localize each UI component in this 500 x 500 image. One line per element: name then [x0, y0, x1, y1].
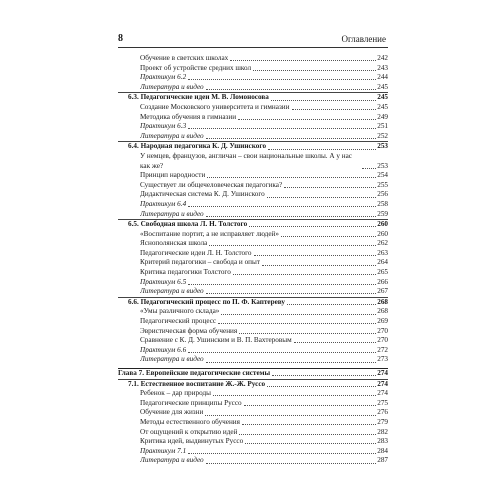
toc-entry [118, 418, 388, 428]
toc-entry-page: 245 [377, 102, 388, 111]
dot-leader [267, 197, 377, 198]
toc-entry-page: 287 [377, 456, 388, 465]
toc-entry [118, 171, 388, 181]
toc-entry-page: 260 [377, 229, 388, 238]
toc-entry [118, 54, 388, 64]
toc-entry [118, 447, 388, 457]
dot-leader [272, 375, 376, 376]
toc-entry-page: 263 [377, 248, 388, 257]
toc-entry-page: 253 [377, 142, 388, 151]
dot-leader [239, 434, 376, 435]
toc-entry [118, 268, 388, 278]
toc-entry-title: 7.1. Естественное воспитание Ж.-Ж. Руссо [128, 379, 266, 388]
toc-entry-title: Дидактическая система К. Д. Ушинского [140, 190, 265, 199]
dot-leader [206, 89, 377, 90]
page-number: 8 [118, 33, 123, 44]
toc-entry [118, 210, 388, 220]
toc-entry-title: Ребенок – дар природы [140, 389, 211, 398]
toc-entry-page: 258 [377, 199, 388, 208]
toc-entry-page: 266 [377, 277, 388, 286]
toc-entry-page: 279 [377, 417, 388, 426]
toc-entry-title: Критика идей, выдвинутых Руссо [140, 437, 244, 446]
dot-leader [221, 314, 376, 315]
toc-entry-page: 282 [377, 427, 388, 436]
dot-leader [205, 415, 376, 416]
toc-entry-page: 270 [377, 336, 388, 345]
toc-entry-page: 267 [377, 287, 388, 296]
toc-entry-title: Эвристическая форма обучения [140, 326, 238, 335]
dot-leader [244, 405, 377, 406]
toc-entry-title: От ощущений к открытию идей [140, 427, 238, 436]
toc-entry-title: Методика обучения в гимназии [140, 112, 237, 121]
toc-entry [118, 278, 388, 288]
toc-entry-page: 251 [377, 122, 388, 131]
dot-leader [284, 187, 376, 188]
dot-leader [238, 119, 376, 120]
dot-leader [206, 216, 377, 217]
toc-entry-page: 270 [377, 326, 388, 335]
toc-entry-title: Литература и видео [140, 287, 204, 296]
dot-leader [206, 293, 377, 294]
dot-leader [206, 362, 377, 363]
toc-entry-page: 274 [377, 369, 388, 377]
toc-entry [118, 336, 388, 346]
toc-entry-title: Литература и видео [140, 355, 204, 364]
toc-entry [118, 230, 388, 240]
toc-entry [118, 103, 388, 113]
toc-entry-title: Критерий педагогики – свобода и опыт [140, 258, 260, 267]
toc-entry-page: 256 [377, 190, 388, 199]
toc-entry-page: 284 [377, 446, 388, 455]
toc-entry-page: 265 [377, 268, 388, 277]
toc-entry-page: 242 [377, 54, 388, 62]
toc-entry-page: 275 [377, 398, 388, 407]
dot-leader [188, 206, 376, 207]
dot-leader [213, 395, 376, 396]
toc-entry-title: Литература и видео [140, 456, 204, 465]
toc-entry-title: Критика педагогики Толстого [140, 268, 231, 277]
toc-entry-title: Литература и видео [140, 82, 204, 91]
toc-entry [118, 287, 388, 297]
toc-entry [118, 327, 388, 337]
toc-entry-page: 253 [377, 161, 388, 170]
dot-leader [268, 149, 376, 150]
toc-entry-page: 252 [377, 131, 388, 140]
toc-entry-title: Педагогический процесс [140, 317, 217, 326]
toc-entry-title: У немцев, французов, англичан – свои национальные школы. А у нас как же? [140, 151, 352, 170]
toc-entry-title: Практикум 6.4 [140, 199, 187, 208]
toc-entry-title: Практикум 6.6 [140, 345, 187, 354]
dot-leader [287, 304, 376, 305]
dot-leader [362, 168, 376, 169]
toc-entry-page: 259 [377, 209, 388, 218]
toc-entry-title: 6.5. Свободная школа Л. Н. Толстого [128, 220, 248, 229]
dot-leader [267, 386, 376, 387]
toc-entry [118, 307, 388, 317]
toc-entry [118, 456, 388, 466]
toc-entry-title: Практикум 7.1 [140, 446, 187, 455]
dot-leader [281, 236, 376, 237]
dot-leader [188, 453, 376, 454]
toc-entry-page: 269 [377, 317, 388, 326]
toc-entry [118, 428, 388, 438]
toc-entry [118, 181, 388, 191]
dot-leader [239, 333, 376, 334]
toc-entry-page: 273 [377, 355, 388, 364]
toc-entry-page: 249 [377, 112, 388, 121]
toc-entry-page: 274 [377, 379, 388, 388]
dot-leader [209, 245, 376, 246]
running-title: Оглавление [341, 34, 386, 44]
toc-entry-title: Литература и видео [140, 209, 204, 218]
toc-entry-page: 244 [377, 73, 388, 82]
toc-entry-title: Проект об устройстве средних школ [140, 63, 252, 72]
toc-entry-title: Практикум 6.2 [140, 73, 187, 82]
toc-entry-title: Глава 7. Европейские педагогические системы [118, 369, 271, 377]
toc-entry-title: Обучение в светских школах [140, 54, 229, 62]
toc-entry [118, 83, 388, 93]
toc-entry-title: Методы естественного обучения [140, 417, 240, 426]
toc-entry-title: 6.4. Народная педагогика К. Д. Ушинского [128, 142, 267, 151]
toc-entry-title: Создание Московского университета и гимназии [140, 102, 290, 111]
toc-entry [118, 132, 388, 142]
dot-leader [242, 424, 376, 425]
dot-leader [292, 109, 377, 110]
toc-entry-title: Яснополянская школа [140, 239, 208, 248]
toc-entry-page: 245 [377, 82, 388, 91]
toc-entry [118, 399, 388, 409]
toc-entry [118, 219, 388, 230]
toc-entry [118, 368, 388, 379]
toc-entry-title: Обучение для жизни [140, 408, 204, 417]
dot-leader [207, 177, 376, 178]
toc-entry [118, 73, 388, 83]
toc-entry [118, 346, 388, 356]
dot-leader [271, 100, 376, 101]
dot-leader [245, 443, 376, 444]
dot-leader [233, 274, 376, 275]
dot-leader [188, 352, 376, 353]
toc-entry-page: 264 [377, 258, 388, 267]
toc-entry [118, 408, 388, 418]
dot-leader [253, 70, 376, 71]
toc-entry-page: 245 [377, 93, 388, 102]
toc-entry-title: Сравнение с К. Д. Ушинским и В. П. Вахтеровым [140, 336, 292, 345]
toc-entry-title: Литература и видео [140, 131, 204, 140]
dot-leader [206, 138, 377, 139]
toc-entry-title: Практикум 6.3 [140, 122, 187, 131]
dot-leader [188, 128, 376, 129]
page-header [118, 33, 388, 48]
toc-entry-title: Принцип народности [140, 171, 206, 180]
toc-entry [118, 141, 388, 152]
toc-entry-page: 243 [377, 63, 388, 72]
toc-entry-page: 268 [377, 297, 388, 306]
toc-entry-title: Педагогические принципы Руссо [140, 398, 242, 407]
toc-entry-page: 268 [377, 307, 388, 316]
table-of-contents [118, 54, 388, 466]
toc-entry [118, 379, 388, 390]
toc-entry-title: 6.6. Педагогический процесс по П. Ф. Каптереву [128, 297, 286, 306]
toc-entry [118, 239, 388, 249]
toc-entry [118, 258, 388, 268]
toc-entry [118, 437, 388, 447]
toc-entry [118, 355, 388, 365]
dot-leader [188, 79, 376, 80]
toc-entry [118, 92, 388, 103]
dot-leader [294, 342, 377, 343]
dot-leader [206, 463, 377, 464]
dot-leader [254, 255, 377, 256]
toc-entry-page: 276 [377, 408, 388, 417]
toc-entry [118, 389, 388, 399]
toc-entry-page: 254 [377, 171, 388, 180]
toc-entry-page: 262 [377, 239, 388, 248]
toc-entry-title: Практикум 6.5 [140, 277, 187, 286]
toc-entry-title: 6.3. Педагогические идеи М. В. Ломоносова [128, 93, 269, 102]
dot-leader [249, 226, 376, 227]
toc-entry-page: 274 [377, 389, 388, 398]
dot-leader [218, 323, 376, 324]
toc-entry [118, 317, 388, 327]
toc-entry-title: «Воспитание портит, а не исправляет людей» [140, 229, 279, 238]
toc-entry-page: 255 [377, 180, 388, 189]
toc-entry [118, 249, 388, 259]
toc-entry [118, 200, 388, 210]
toc-entry [118, 64, 388, 74]
toc-entry [118, 122, 388, 132]
toc-entry-page: 272 [377, 345, 388, 354]
toc-entry [118, 190, 388, 200]
toc-entry [118, 152, 388, 171]
toc-entry [118, 297, 388, 308]
toc-entry-title: Существует ли общечеловеческая педагогика? [140, 180, 283, 189]
dot-leader [262, 265, 376, 266]
toc-entry-title: Педагогические идеи Л. Н. Толстого [140, 248, 252, 257]
dot-leader [230, 60, 376, 61]
toc-entry-page: 283 [377, 437, 388, 446]
toc-entry-page: 260 [377, 220, 388, 229]
toc-entry [118, 113, 388, 123]
toc-entry-title: «Умы различного склада» [140, 307, 220, 316]
dot-leader [188, 284, 376, 285]
